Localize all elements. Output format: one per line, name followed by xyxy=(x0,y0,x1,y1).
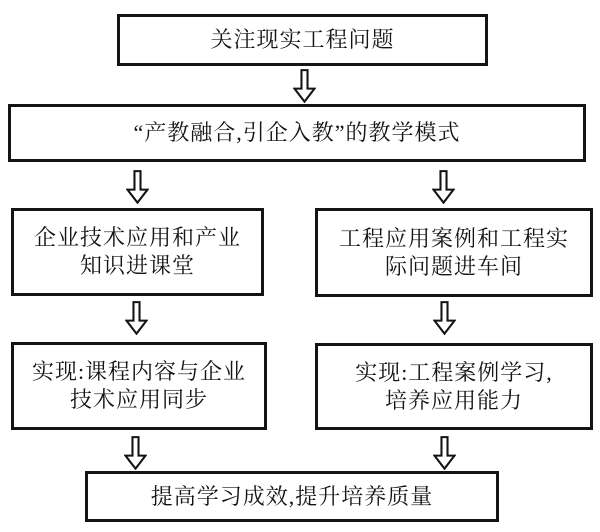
node-label: 提高学习成效,提升培养质量 xyxy=(150,483,434,509)
node-engineering-cases xyxy=(315,208,593,297)
node-label-line2: 技术应用同步 xyxy=(69,387,208,412)
node-label: 关注现实工程问题 xyxy=(210,27,395,52)
down-arrow-icon xyxy=(293,69,316,103)
node-label-line2: 知识进课堂 xyxy=(79,253,195,278)
connector-right-step1-to-right-step2 xyxy=(433,301,456,335)
node-label-line1: 企业技术应用和产业 xyxy=(33,225,241,250)
node-label-line2: 培养应用能力 xyxy=(384,387,523,413)
node-label-line1: 实现:课程内容与企业 xyxy=(31,359,247,384)
connector-mode-to-right-step1 xyxy=(432,170,455,204)
down-arrow-icon xyxy=(124,436,147,470)
node-course-sync xyxy=(11,342,267,430)
node-engineering-problem xyxy=(117,14,488,66)
down-arrow-icon xyxy=(126,170,149,204)
connector-left-step2-to-bottom xyxy=(124,436,147,470)
node-label-line2: 际问题进车间 xyxy=(384,253,523,279)
node-teaching-mode xyxy=(8,104,586,162)
down-arrow-icon xyxy=(433,436,456,470)
down-arrow-icon xyxy=(432,170,455,204)
node-enterprise-knowledge xyxy=(11,208,264,296)
connector-left-step1-to-left-step2 xyxy=(125,301,148,335)
node-outcome xyxy=(85,471,499,522)
connector-top-to-mode xyxy=(293,69,316,103)
down-arrow-icon xyxy=(125,301,148,335)
node-label-line1: 实现:工程案例学习, xyxy=(355,359,553,385)
down-arrow-icon xyxy=(433,301,456,335)
node-case-learning xyxy=(315,343,593,430)
connector-right-step2-to-bottom xyxy=(433,436,456,470)
node-label: “产教融合,引企入教”的教学模式 xyxy=(133,120,461,145)
connector-mode-to-left-step1 xyxy=(126,170,149,204)
node-label-line1: 工程应用案例和工程实 xyxy=(338,225,569,251)
